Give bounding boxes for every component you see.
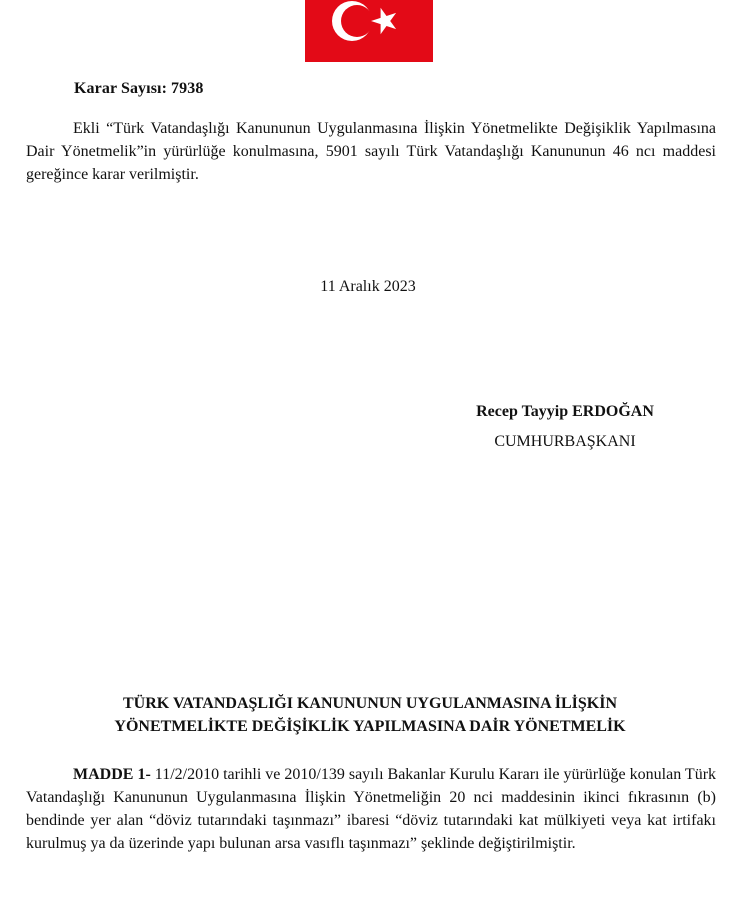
- signatory-name: Recep Tayyip ERDOĞAN: [476, 403, 654, 420]
- regulation-title-line-1: TÜRK VATANDAŞLIĞI KANUNUNUN UYGULANMASINA İLİŞKİN: [123, 695, 617, 712]
- regulation-title-line-2: YÖNETMELİKTE DEĞİŞİKLİK YAPILMASINA DAİR YÖNETMELİK: [114, 718, 626, 735]
- decree-date: 11 Aralık 2023: [320, 278, 416, 295]
- crescent-star-icon: [305, 0, 433, 62]
- decree-number-value: 7938: [171, 80, 204, 97]
- article-text: 11/2/2010 tarihli ve 2010/139 sayılı Bakanlar Kurulu Kararı ile yürürlüğe konulan Türk Vatandaşlığı Kanununun Uygulanmasına İlişkin Yönetmeliğin 20 nci maddesinin ikinci fıkrasının (b) bendinde yer alan “döviz tutarındaki taşınmazı” ibaresi “döviz tutarındaki kat mülkiyeti veya kat irtifakı kurulmuş ya da üzerinde yapı bulunan arsa vasıflı taşınmazı” şeklinde değiştirilmiştir.: [26, 766, 717, 852]
- signatory-title: CUMHURBAŞKANI: [494, 433, 636, 450]
- article-1: [26, 763, 716, 855]
- signature-block: [440, 397, 690, 457]
- article-label: MADDE 1-: [73, 766, 151, 783]
- regulation-title: [30, 692, 710, 738]
- decree-text: Ekli “Türk Vatandaşlığı Kanununun Uygulanmasına İlişkin Yönetmelikte Değişiklik Yapılmasına Dair Yönetmelik”in yürürlüğe konulmasına, 5901 sayılı Türk Vatandaşlığı Kanununun 46 ncı maddesi gereğince karar verilmiştir.: [26, 120, 716, 183]
- turkish-flag-icon: [305, 0, 433, 62]
- decree-number-label: Karar Sayısı:: [74, 80, 168, 97]
- decree-number: [74, 80, 203, 98]
